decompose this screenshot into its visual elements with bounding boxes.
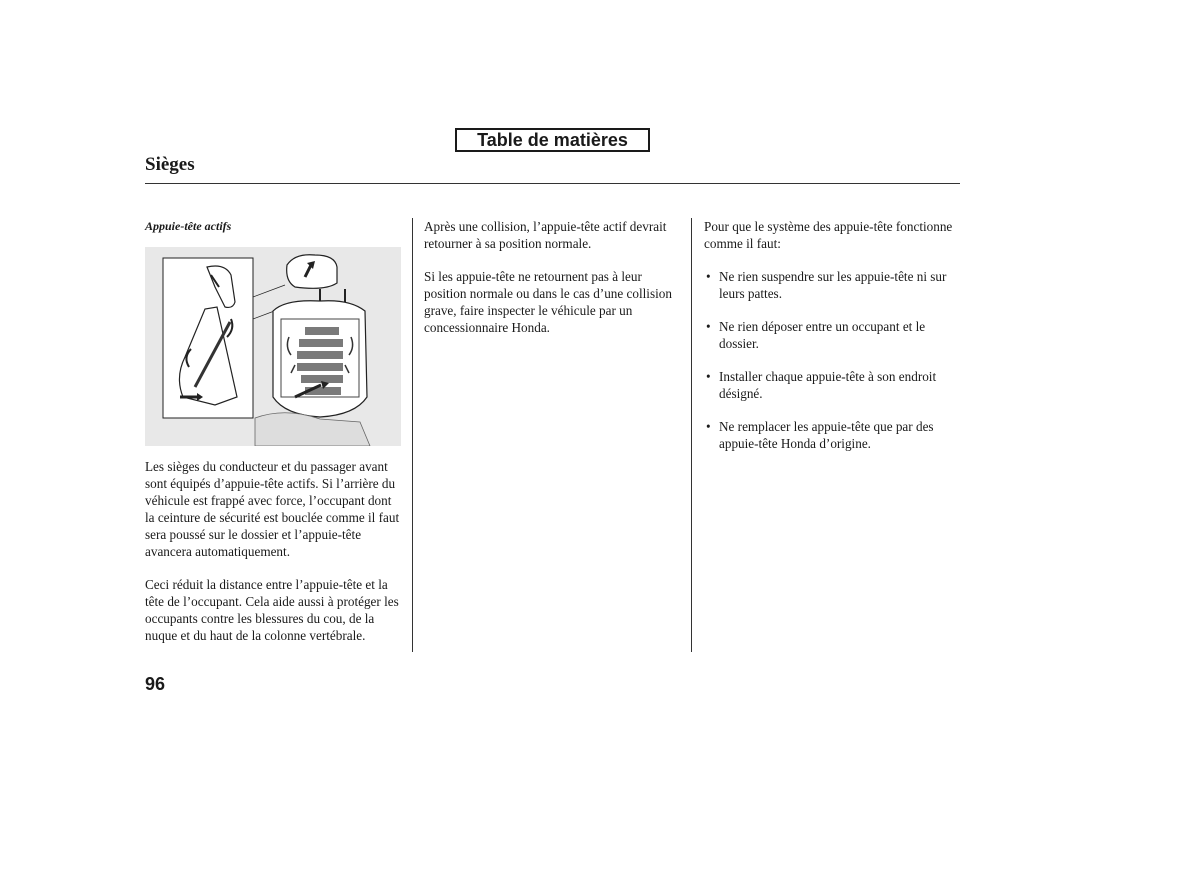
paragraph: Ceci réduit la distance entre l’appuie-tête et la tête de l’occupant. Cela aide aussi à protéger les occupants contre les blessures du cou, de la nuque et du haut de la colonne vertébrale. (145, 577, 399, 643)
column-3 (704, 218, 960, 468)
active-head-restraint-illustration (145, 247, 401, 446)
column-1 (145, 218, 403, 660)
paragraph: Les sièges du conducteur et du passager avant sont équipés d’appuie-tête actifs. Si l’arrière du véhicule est frappé avec force, l’occupant dont la ceinture de sécurité est bouclée comme il faut sera poussé sur le dossier et l’appuie-tête avancera automatiquement. (145, 459, 400, 559)
bullet-icon: • (706, 269, 711, 284)
section-title: Sièges (145, 154, 195, 175)
seat-diagram (145, 247, 401, 446)
bullet-icon: • (706, 419, 711, 434)
column-2 (424, 218, 682, 352)
paragraph: Si les appuie-tête ne retournent pas à leur position normale ou dans le cas d’une collision grave, faire inspecter le véhicule par un concessionnaire Honda. (424, 269, 672, 335)
list-item: • Ne rien déposer entre un occupant et le dossier. (706, 319, 926, 351)
table-of-contents-button[interactable]: Table de matières (455, 128, 650, 152)
bullet-icon: • (706, 369, 711, 384)
title-divider (145, 183, 960, 184)
bullet-icon: • (706, 319, 711, 334)
list-item: • Installer chaque appuie-tête à son endroit désigné. (706, 369, 937, 401)
list-item: • Ne remplacer les appuie-tête que par des appuie-tête Honda d’origine. (706, 419, 934, 451)
paragraph: Après une collision, l’appuie-tête actif devrait retourner à sa position normale. (424, 219, 667, 251)
column-divider (412, 218, 413, 652)
subheading: Appuie-tête actifs (145, 219, 232, 233)
bullet-list (704, 268, 960, 452)
column-divider (691, 218, 692, 652)
page-number: 96 (145, 674, 166, 694)
list-item: • Ne rien suspendre sur les appuie-tête ni sur leurs pattes. (706, 269, 947, 301)
paragraph: Pour que le système des appuie-tête fonctionne comme il faut: (704, 219, 953, 251)
